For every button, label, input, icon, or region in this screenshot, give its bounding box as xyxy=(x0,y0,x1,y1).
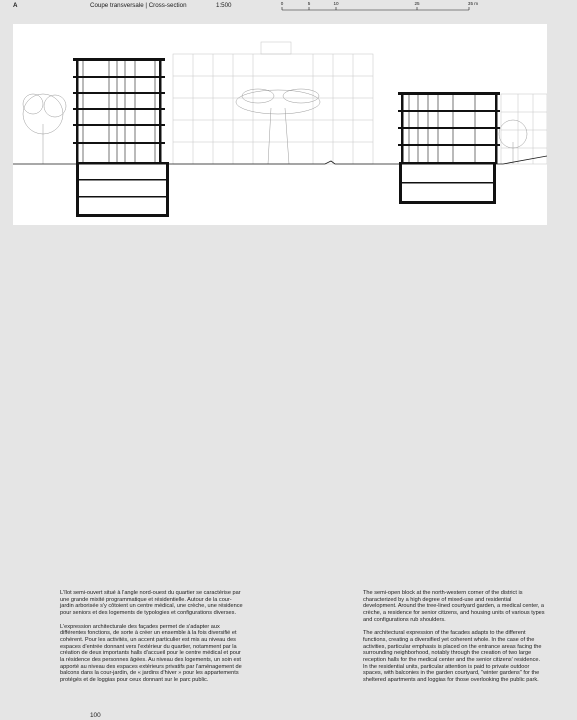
scale-tick-label: 35 m xyxy=(467,1,479,6)
page-header xyxy=(0,0,577,16)
scale-bar-line xyxy=(270,1,500,15)
scale-bar xyxy=(270,1,500,15)
paragraph-fr-2: L'expression architecturale des façades permet de s'adapter aux différentes fonctions, de sorte à créer un ensemble à la fois diversifié et cohérent. Pour les activités, un accent particulier est mis au niveau des espaces d'entrée donnant vers l'extérieur du quartier, notamment par la création de deux importants halls d'accueil pour le centre médical et pour la résidence des personnes âgées. Au niveau des logements, un soin est apporté au niveau des espaces extérieurs privatifs par l'aménagement de balcons dans la cour-jardin, de « jardins d'hiver » pour les appartements protégés et de loggias pour ceux donnant sur le parc public. xyxy=(60,623,242,684)
scale-tick-label: 0 xyxy=(280,1,284,6)
scale-tick-label: 25 xyxy=(414,1,420,6)
text-column-english xyxy=(363,590,546,691)
cross-section-svg xyxy=(13,24,547,225)
page-number: 100 xyxy=(90,712,101,719)
tree-drawings xyxy=(23,89,527,164)
scale-tick-label: 10 xyxy=(333,1,339,6)
text-column-french xyxy=(60,590,243,691)
drawing-title: Coupe transversale | Cross-section xyxy=(90,2,187,9)
scale-tick-label: 5 xyxy=(307,1,311,6)
paragraph-en-1: The semi-open block at the north-western corner of the district is characterized by a high degree of mixed-use and residential development. Around the tree-lined courtyard garden, a medical center, a crèche, a residence for senior citizens, and housing units of various types and configurations rub shoulders. xyxy=(363,590,545,623)
scale-ratio: 1:500 xyxy=(216,2,232,9)
paragraph-en-2: The architectural expression of the facades adapts to the different functions, creating a diversified yet coherent whole. In the case of the activities, particular emphasis is placed on the entrance areas facing the surrounding neighborhood, notably through the creation of two large reception halls for the medical center and the senior citizens' residence. In the residential units, particular attention is paid to private outdoor spaces, with balconies in the garden courtyard, "winter gardens" for the sheltered apartments and loggias for those overlooking the public park. xyxy=(363,630,542,684)
paragraph-fr-1: L'îlot semi-ouvert situé à l'angle nord-ouest du quartier se caractérise par une grande mixité programmatique et résidentielle. Autour de la cour-jardin arborisée s'y côtoient un centre médical, une crèche, une résidence pour seniors et des logements de typologies et configurations diverses. xyxy=(60,590,243,617)
cross-section-drawing xyxy=(13,24,547,225)
plate-letter: A xyxy=(13,2,18,9)
right-building-section xyxy=(398,92,500,204)
left-building-section xyxy=(73,58,169,217)
